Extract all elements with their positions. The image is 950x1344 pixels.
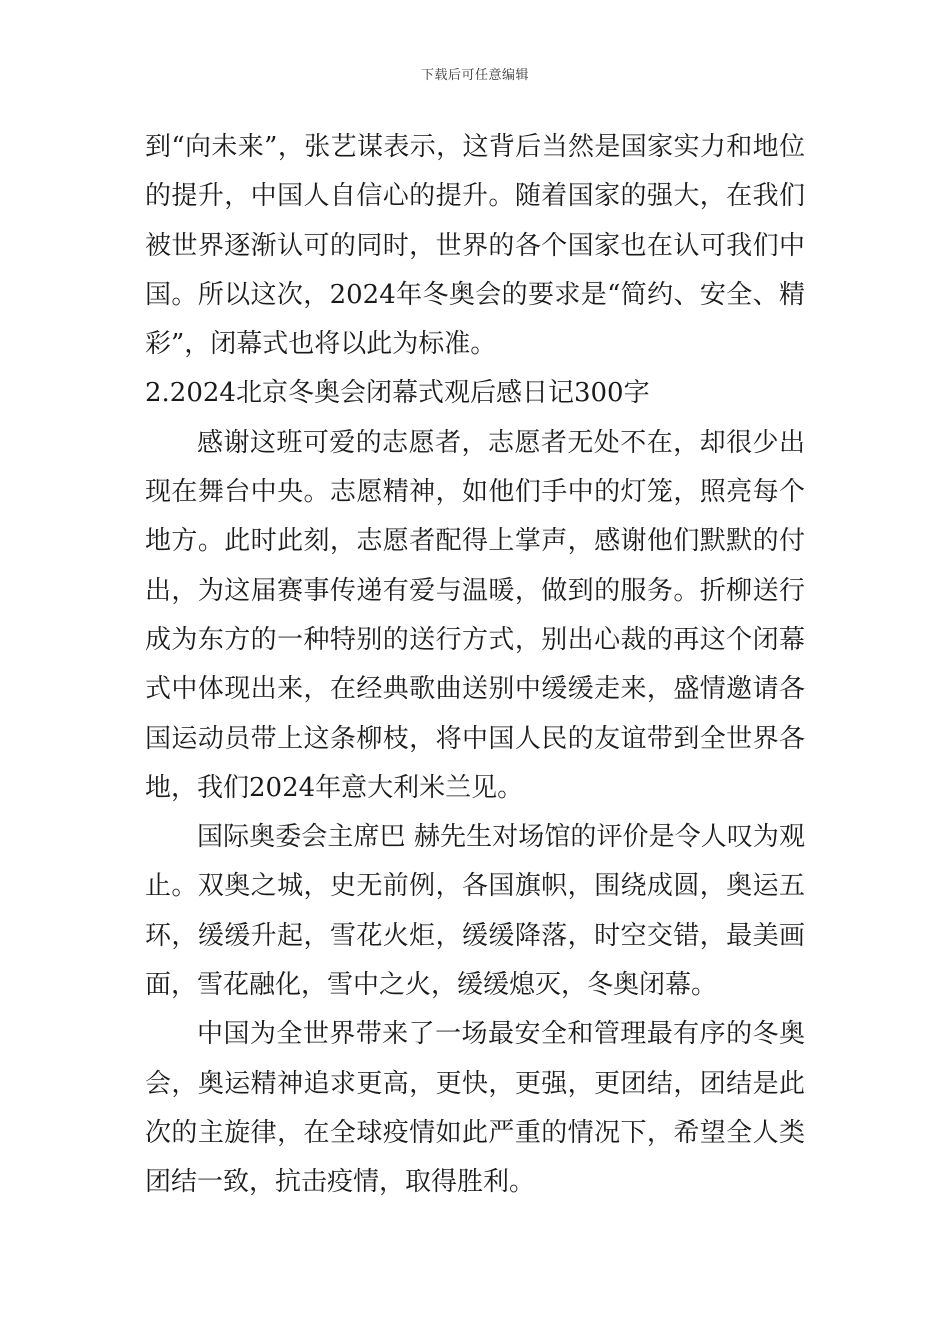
paragraph-unity: 中国为全世界带来了一场最安全和管理最有序的冬奥会，奥运精神追求更高，更快，更强，更团结，团结是此次的主旋律，在全球疫情如此严重的情况下，希望全人类团结一致，抗击疫情，取得胜利。: [145, 1019, 805, 1198]
paragraph-volunteers: 感谢这班可爱的志愿者，志愿者无处不在，却很少出现在舞台中央。志愿精神，如他们手中的灯笼，照亮每个地方。此时此刻，志愿者配得上掌声，感谢他们默默的付出，为这届赛事传递有爱与温暖，做到的服务。折柳送行成为东方的一种特别的送行方式，别出心裁的再这个闭幕式中体现出来，在经典歌曲送别中缓缓走来，盛情邀请各国运动员带上这条柳枝，将中国人民的友谊带到全世界各地，我们2024年意大利米兰见。: [145, 427, 805, 803]
header-note: 下载后可任意编辑: [420, 68, 529, 83]
paragraph-ioc-president: 国际奥委会主席巴 赫先生对场馆的评价是令人叹为观止。双奥之城，史无前例，各国旗帜，围绕成圆，奥运五环，缓缓升起，雪花火炬，缓缓降落，时空交错，最美画面，雪花融化，雪中之火，缓缓熄灭，冬奥闭幕。: [145, 822, 805, 1001]
intro-paragraph: 到“向未来”，张艺谋表示，这背后当然是国家实力和地位的提升，中国人自信心的提升。随着国家的强大，在我们被世界逐渐认可的同时，世界的各个国家也在认可我们中国。所以这次，2024年冬奥会的要求是“简约、安全、精彩”，闭幕式也将以此为标准。: [145, 132, 805, 360]
section-heading: 2.2024北京冬奥会闭幕式观后感日记300字: [145, 378, 650, 409]
document-body: [145, 123, 805, 1208]
